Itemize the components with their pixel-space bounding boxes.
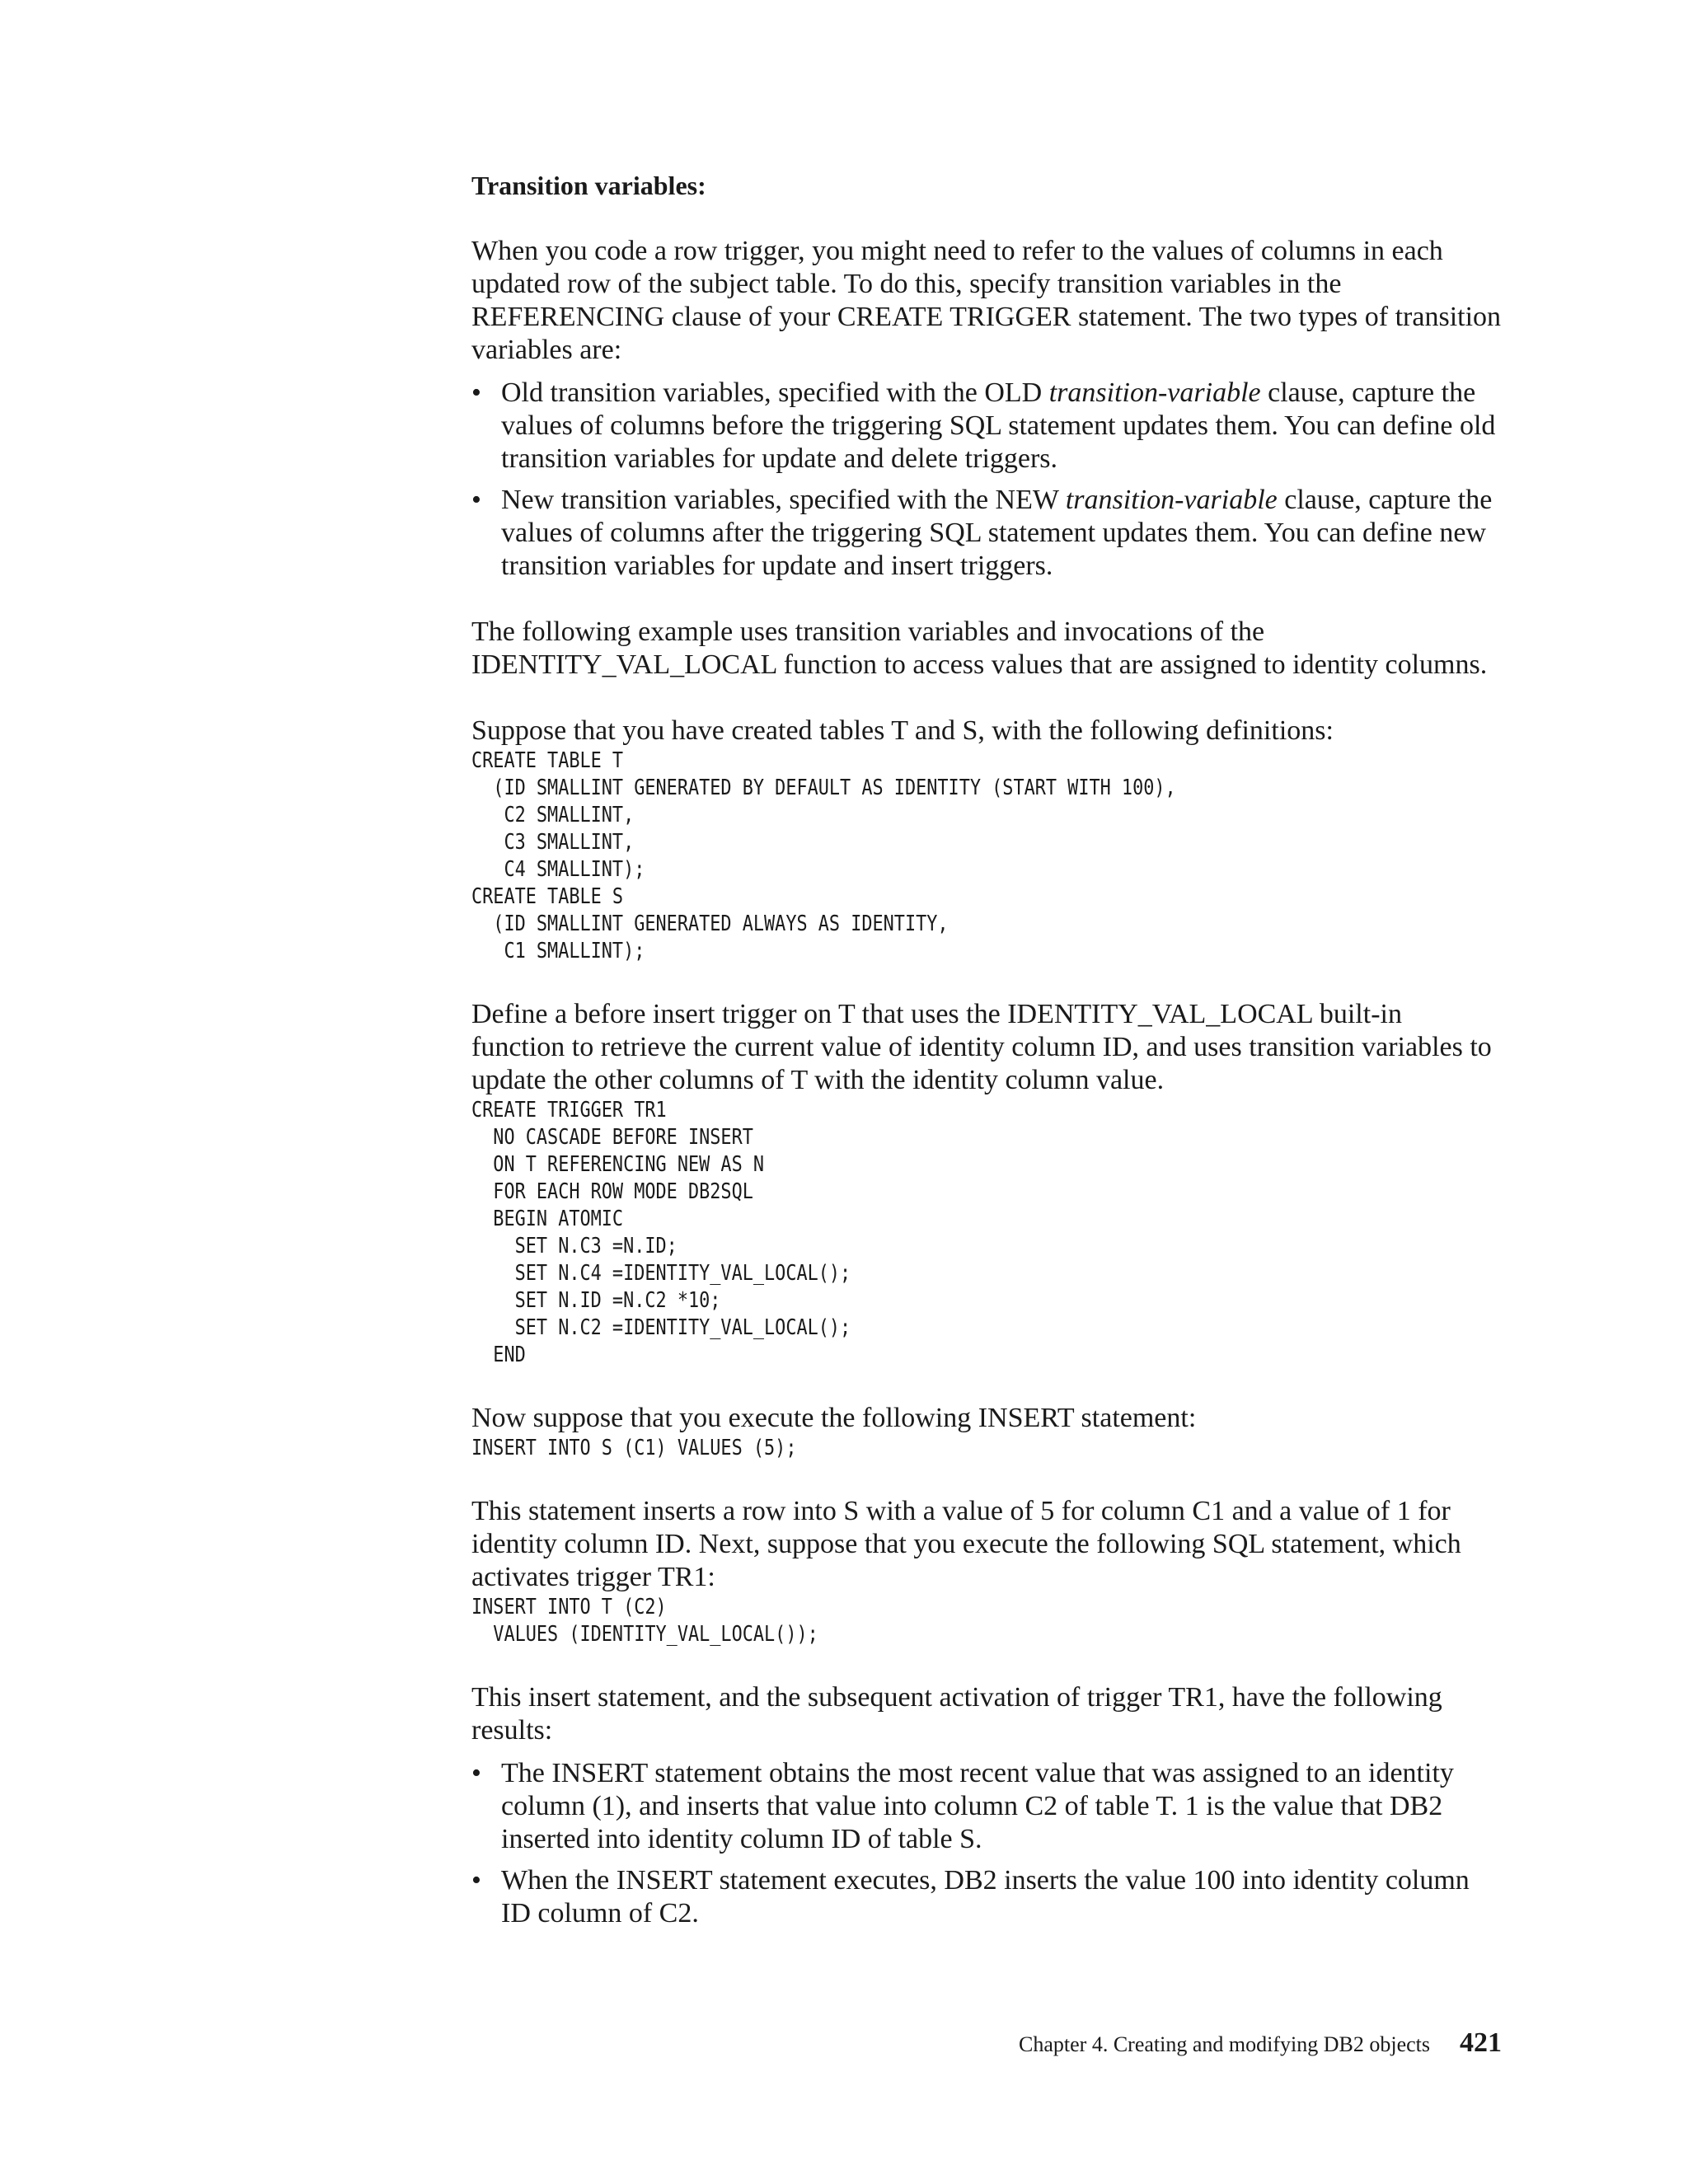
code-insert-into-t: INSERT INTO T (C2) VALUES (IDENTITY_VAL_LOCAL());: [471, 1595, 818, 1647]
transition-variable-types-list: [471, 377, 1502, 583]
code-insert-into-s: INSERT INTO S (C1) VALUES (5);: [471, 1436, 797, 1460]
list-item: [471, 377, 1502, 476]
list-item-text-end: clause, capture the values of columns after the triggering SQL statement updates them. You can define new transition variables for update and insert triggers.: [501, 485, 1493, 581]
page-footer: [956, 2027, 1502, 2059]
bullet-icon: •: [471, 1758, 481, 1788]
define-trigger-paragraph: Define a before insert trigger on T that uses the IDENTITY_VAL_LOCAL built-in function to retrieve the current value of identity column ID, and uses transition variables to update the other columns of T with the identity column value.: [471, 999, 1492, 1095]
now-suppose-paragraph: Now suppose that you execute the following INSERT statement:: [471, 1403, 1197, 1433]
bullet-icon: •: [471, 1865, 481, 1896]
list-item-italic-term: transition-variable: [1048, 377, 1261, 408]
list-item-text: The INSERT statement obtains the most recent value that was assigned to an identity column (1), and inserts that value into column C2 of table T. 1 is the value that DB2 inserted into identity column ID of table S.: [501, 1758, 1454, 1854]
list-item: [471, 484, 1502, 583]
page-number: 421: [1460, 2027, 1502, 2058]
code-create-table-s: CREATE TABLE S (ID SMALLINT GENERATED ALWAYS AS IDENTITY, C1 SMALLINT);: [471, 884, 949, 963]
list-item-text-end: clause, capture the values of columns before the triggering SQL statement updates them. You can define old transition variables for update and delete triggers.: [501, 377, 1496, 474]
results-intro-paragraph: This insert statement, and the subsequent activation of trigger TR1, have the following results:: [471, 1682, 1442, 1746]
list-item-italic-term: transition-variable: [1065, 485, 1278, 515]
insert-result-paragraph: This statement inserts a row into S with a value of 5 for column C1 and a value of 1 for identity column ID. Next, suppose that you execute the following SQL statement, which activates trigger TR1:: [471, 1496, 1461, 1592]
results-list: [471, 1757, 1502, 1930]
list-item-text-start: Old transition variables, specified with the OLD: [501, 377, 1049, 408]
example-intro-paragraph: The following example uses transition variables and invocations of the IDENTITY_VAL_LOCAL function to access values that are assigned to identity columns.: [471, 616, 1488, 680]
list-item-text-start: New transition variables, specified with the NEW: [501, 485, 1066, 515]
list-item: [471, 1864, 1502, 1930]
bullet-icon: •: [471, 485, 481, 515]
section-heading: Transition variables:: [471, 171, 706, 200]
intro-paragraph: When you code a row trigger, you might need to refer to the values of columns in each updated row of the subject table. To do this, specify transition variables in the REFERENCING clause of your CREATE TRIGGER statement. The two types of transition variables are:: [471, 236, 1502, 365]
bullet-icon: •: [471, 377, 481, 408]
code-create-trigger: CREATE TRIGGER TR1 NO CASCADE BEFORE INSERT ON T REFERENCING NEW AS N FOR EACH ROW MODE DB2SQL BEGIN ATOMIC SET N.C3 =N.ID; SET N.C4 =IDENTITY_VAL_LOCAL(); SET N.ID =N.C2 *10; SET N.C2 =IDENTITY_VAL_LOCAL(); END: [471, 1098, 851, 1367]
chapter-title: Chapter 4. Creating and modifying DB2 objects: [1019, 2032, 1430, 2056]
list-item-text: When the INSERT statement executes, DB2 inserts the value 100 into identity column ID column of C2.: [501, 1865, 1470, 1929]
page-body: [471, 169, 1502, 1930]
code-create-table-t: CREATE TABLE T (ID SMALLINT GENERATED BY DEFAULT AS IDENTITY (START WITH 100), C2 SMALLINT, C3 SMALLINT, C4 SMALLINT);: [471, 748, 1176, 882]
suppose-tables-paragraph: Suppose that you have created tables T and S, with the following definitions:: [471, 715, 1334, 746]
list-item: [471, 1757, 1502, 1856]
